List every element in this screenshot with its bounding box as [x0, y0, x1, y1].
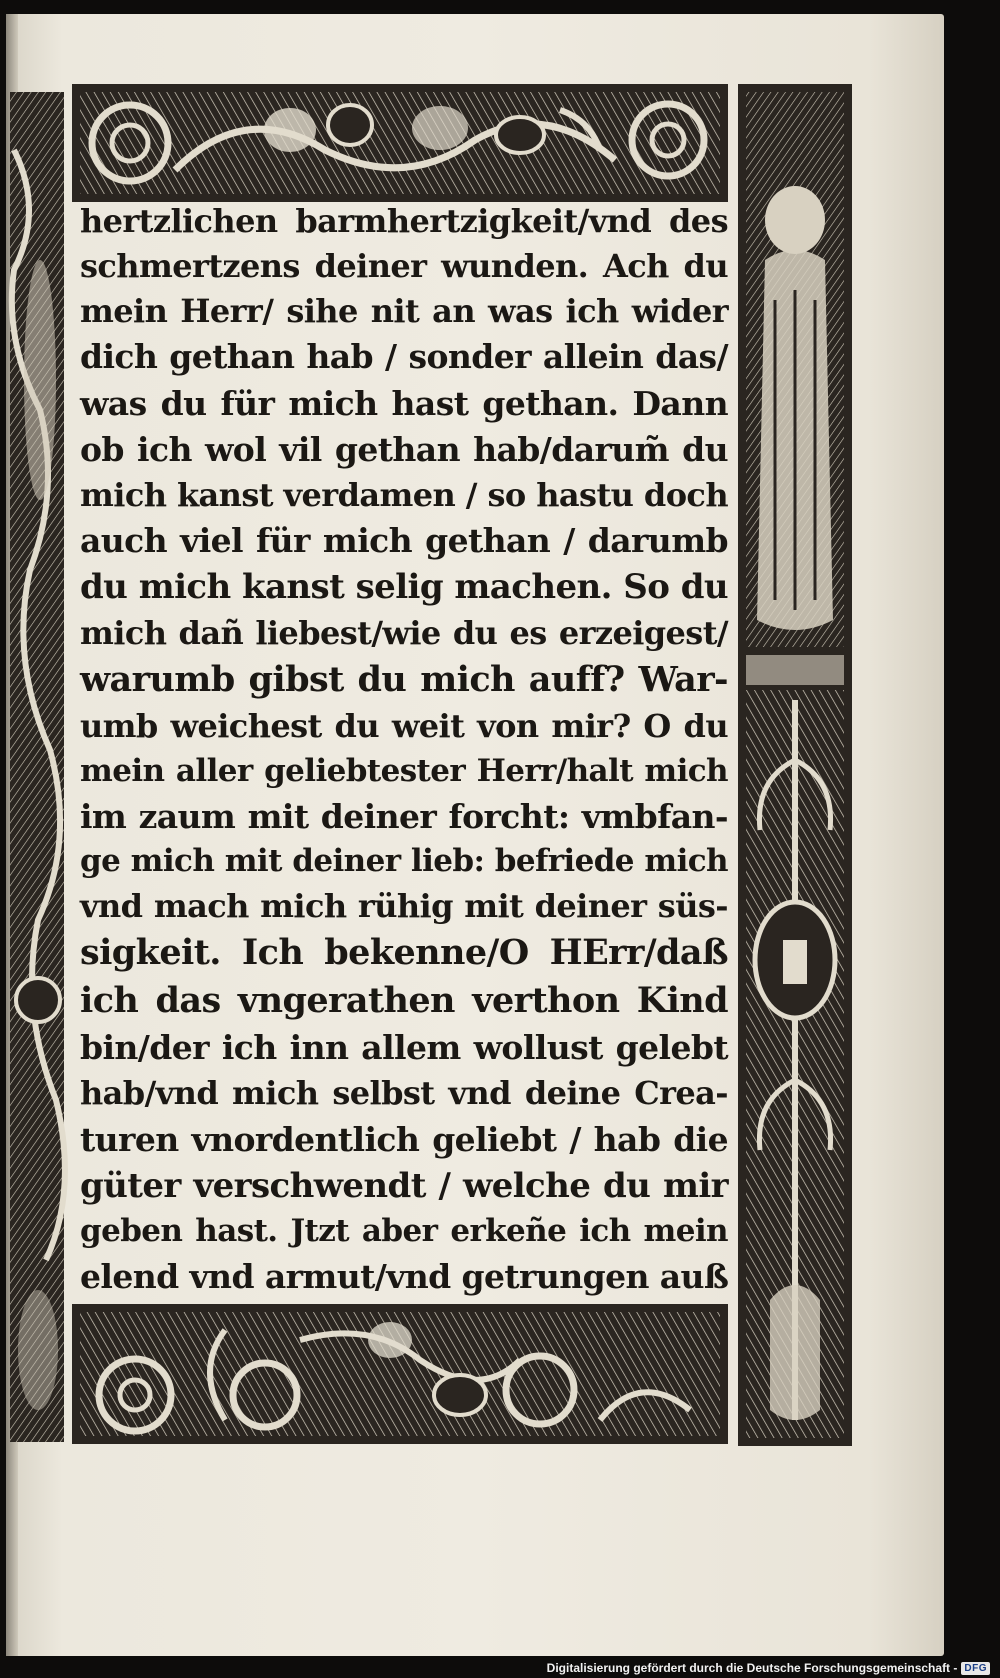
text-line: sigkeit. Ich bekenne/O HErr/daß	[80, 932, 728, 973]
text-line: turen vnordentlich geliebt / hab die	[80, 1119, 728, 1159]
text-line: elend vnd armut/vnd getrungen auß	[80, 1256, 729, 1296]
page-text	[80, 202, 729, 1296]
text-line: du mich kanst selig machen. So du	[80, 567, 728, 607]
text-line: hab/vnd mich selbst vnd deine Crea-	[80, 1074, 728, 1113]
credit-text: Digitalisierung gefördert durch die Deutsche Forschungsgemeinschaft -	[546, 1661, 958, 1675]
text-line: ob ich wol vil gethan hab/darum̃ du	[80, 429, 728, 469]
text-line: warumb gibst du mich auff? War-	[80, 659, 728, 701]
text-line: schmertzens deiner wunden. Ach du	[80, 247, 728, 286]
top-ornament-frieze	[72, 84, 728, 202]
text-line: was du für mich hast gethan. Dann	[80, 383, 728, 423]
text-line: dich gethan hab / sonder allein das/	[80, 337, 728, 377]
text-line: güter verschwendt / welche du mir	[80, 1165, 728, 1206]
text-line: ge mich mit deiner lieb: befriede mich	[80, 842, 728, 879]
text-line: vnd mach mich rühig mit deiner süs-	[80, 886, 728, 925]
left-border-strip	[10, 92, 65, 1442]
text-line: ich das vngerathen verthon Kind	[80, 980, 728, 1022]
text-line: im zaum mit deiner forcht: vmbfan-	[80, 796, 728, 836]
bottom-ornament-frieze	[72, 1304, 728, 1444]
text-line: hertzlichen barmhertzigkeit/vnd des	[80, 202, 728, 240]
dfg-logo: DFG	[961, 1662, 990, 1675]
text-line: mich dañ liebest/wie du es erzeigest/	[80, 614, 728, 653]
text-line: geben hast. Jtzt aber erkeñe ich mein	[80, 1212, 728, 1249]
digitization-credit	[547, 1661, 990, 1675]
text-line: mein aller geliebtester Herr/halt mich	[80, 752, 728, 789]
text-line: auch viel für mich gethan / darumb	[80, 520, 728, 560]
text-line: mein Herr/ sihe nit an was ich wider	[80, 292, 728, 331]
text-line: umb weichest du weit von mir? O du	[80, 707, 728, 746]
text-line: mich kanst verdamen / so hastu doch	[80, 475, 728, 514]
right-ornament-column	[738, 84, 852, 1446]
text-line: bin/der ich inn allem wollust gelebt	[80, 1028, 728, 1068]
